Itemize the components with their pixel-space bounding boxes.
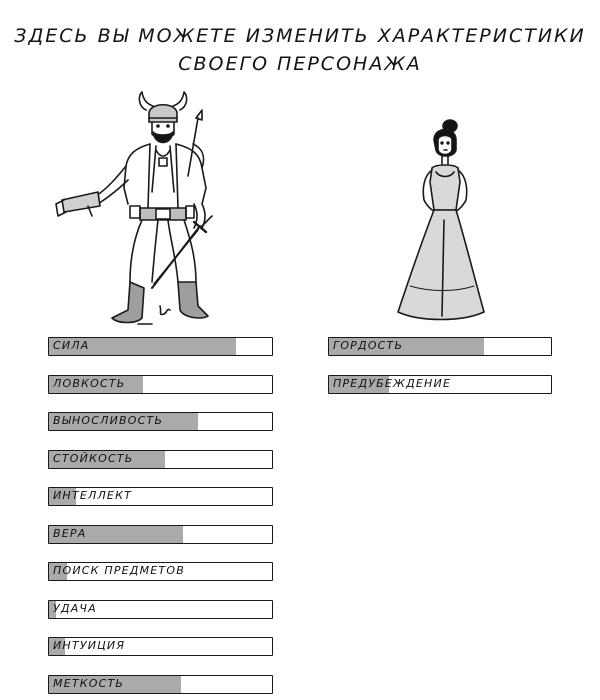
stat-bar-intellect[interactable] (48, 487, 273, 506)
stat-bar-prejudice[interactable] (328, 375, 552, 394)
stat-bar-endurance[interactable] (48, 412, 273, 431)
viking-warrior-icon (52, 88, 232, 328)
stat-label: ИНТУИЦИЯ (53, 639, 126, 652)
stat-bar-item-search[interactable] (48, 562, 273, 581)
stat-label: СТОЙКОСТЬ (53, 452, 134, 465)
stat-label: УДАЧА (53, 602, 97, 615)
page-subtitle: СВОЕГО ПЕРСОНАЖА (178, 53, 422, 75)
stat-label: ГОРДОСТЬ (333, 339, 404, 352)
page-title: ЗДЕСЬ ВЫ МОЖЕТЕ ИЗМЕНИТЬ ХАРАКТЕРИСТИКИ (14, 25, 586, 47)
stat-bar-agility[interactable] (48, 375, 273, 394)
stat-bar-resilience[interactable] (48, 450, 273, 469)
stat-label: ЛОВКОСТЬ (53, 377, 126, 390)
stat-label: ИНТЕЛЛЕКТ (53, 489, 132, 502)
stat-bar-pride[interactable] (328, 337, 552, 356)
stat-label: ПОИСК ПРЕДМЕТОВ (53, 564, 185, 577)
stat-label: ВЫНОСЛИВОСТЬ (53, 414, 164, 427)
stat-label: СИЛА (53, 339, 90, 352)
stat-bar-intuition[interactable] (48, 637, 273, 656)
lady-in-gown-icon (390, 116, 490, 324)
stat-label: МЕТКОСТЬ (53, 677, 125, 690)
stat-bar-accuracy[interactable] (48, 675, 273, 694)
stat-bar-faith[interactable] (48, 525, 273, 544)
stat-label: ВЕРА (53, 527, 87, 540)
stat-bar-strength[interactable] (48, 337, 273, 356)
stat-label: ПРЕДУБЕЖДЕНИЕ (333, 377, 452, 390)
stat-bar-luck[interactable] (48, 600, 273, 619)
